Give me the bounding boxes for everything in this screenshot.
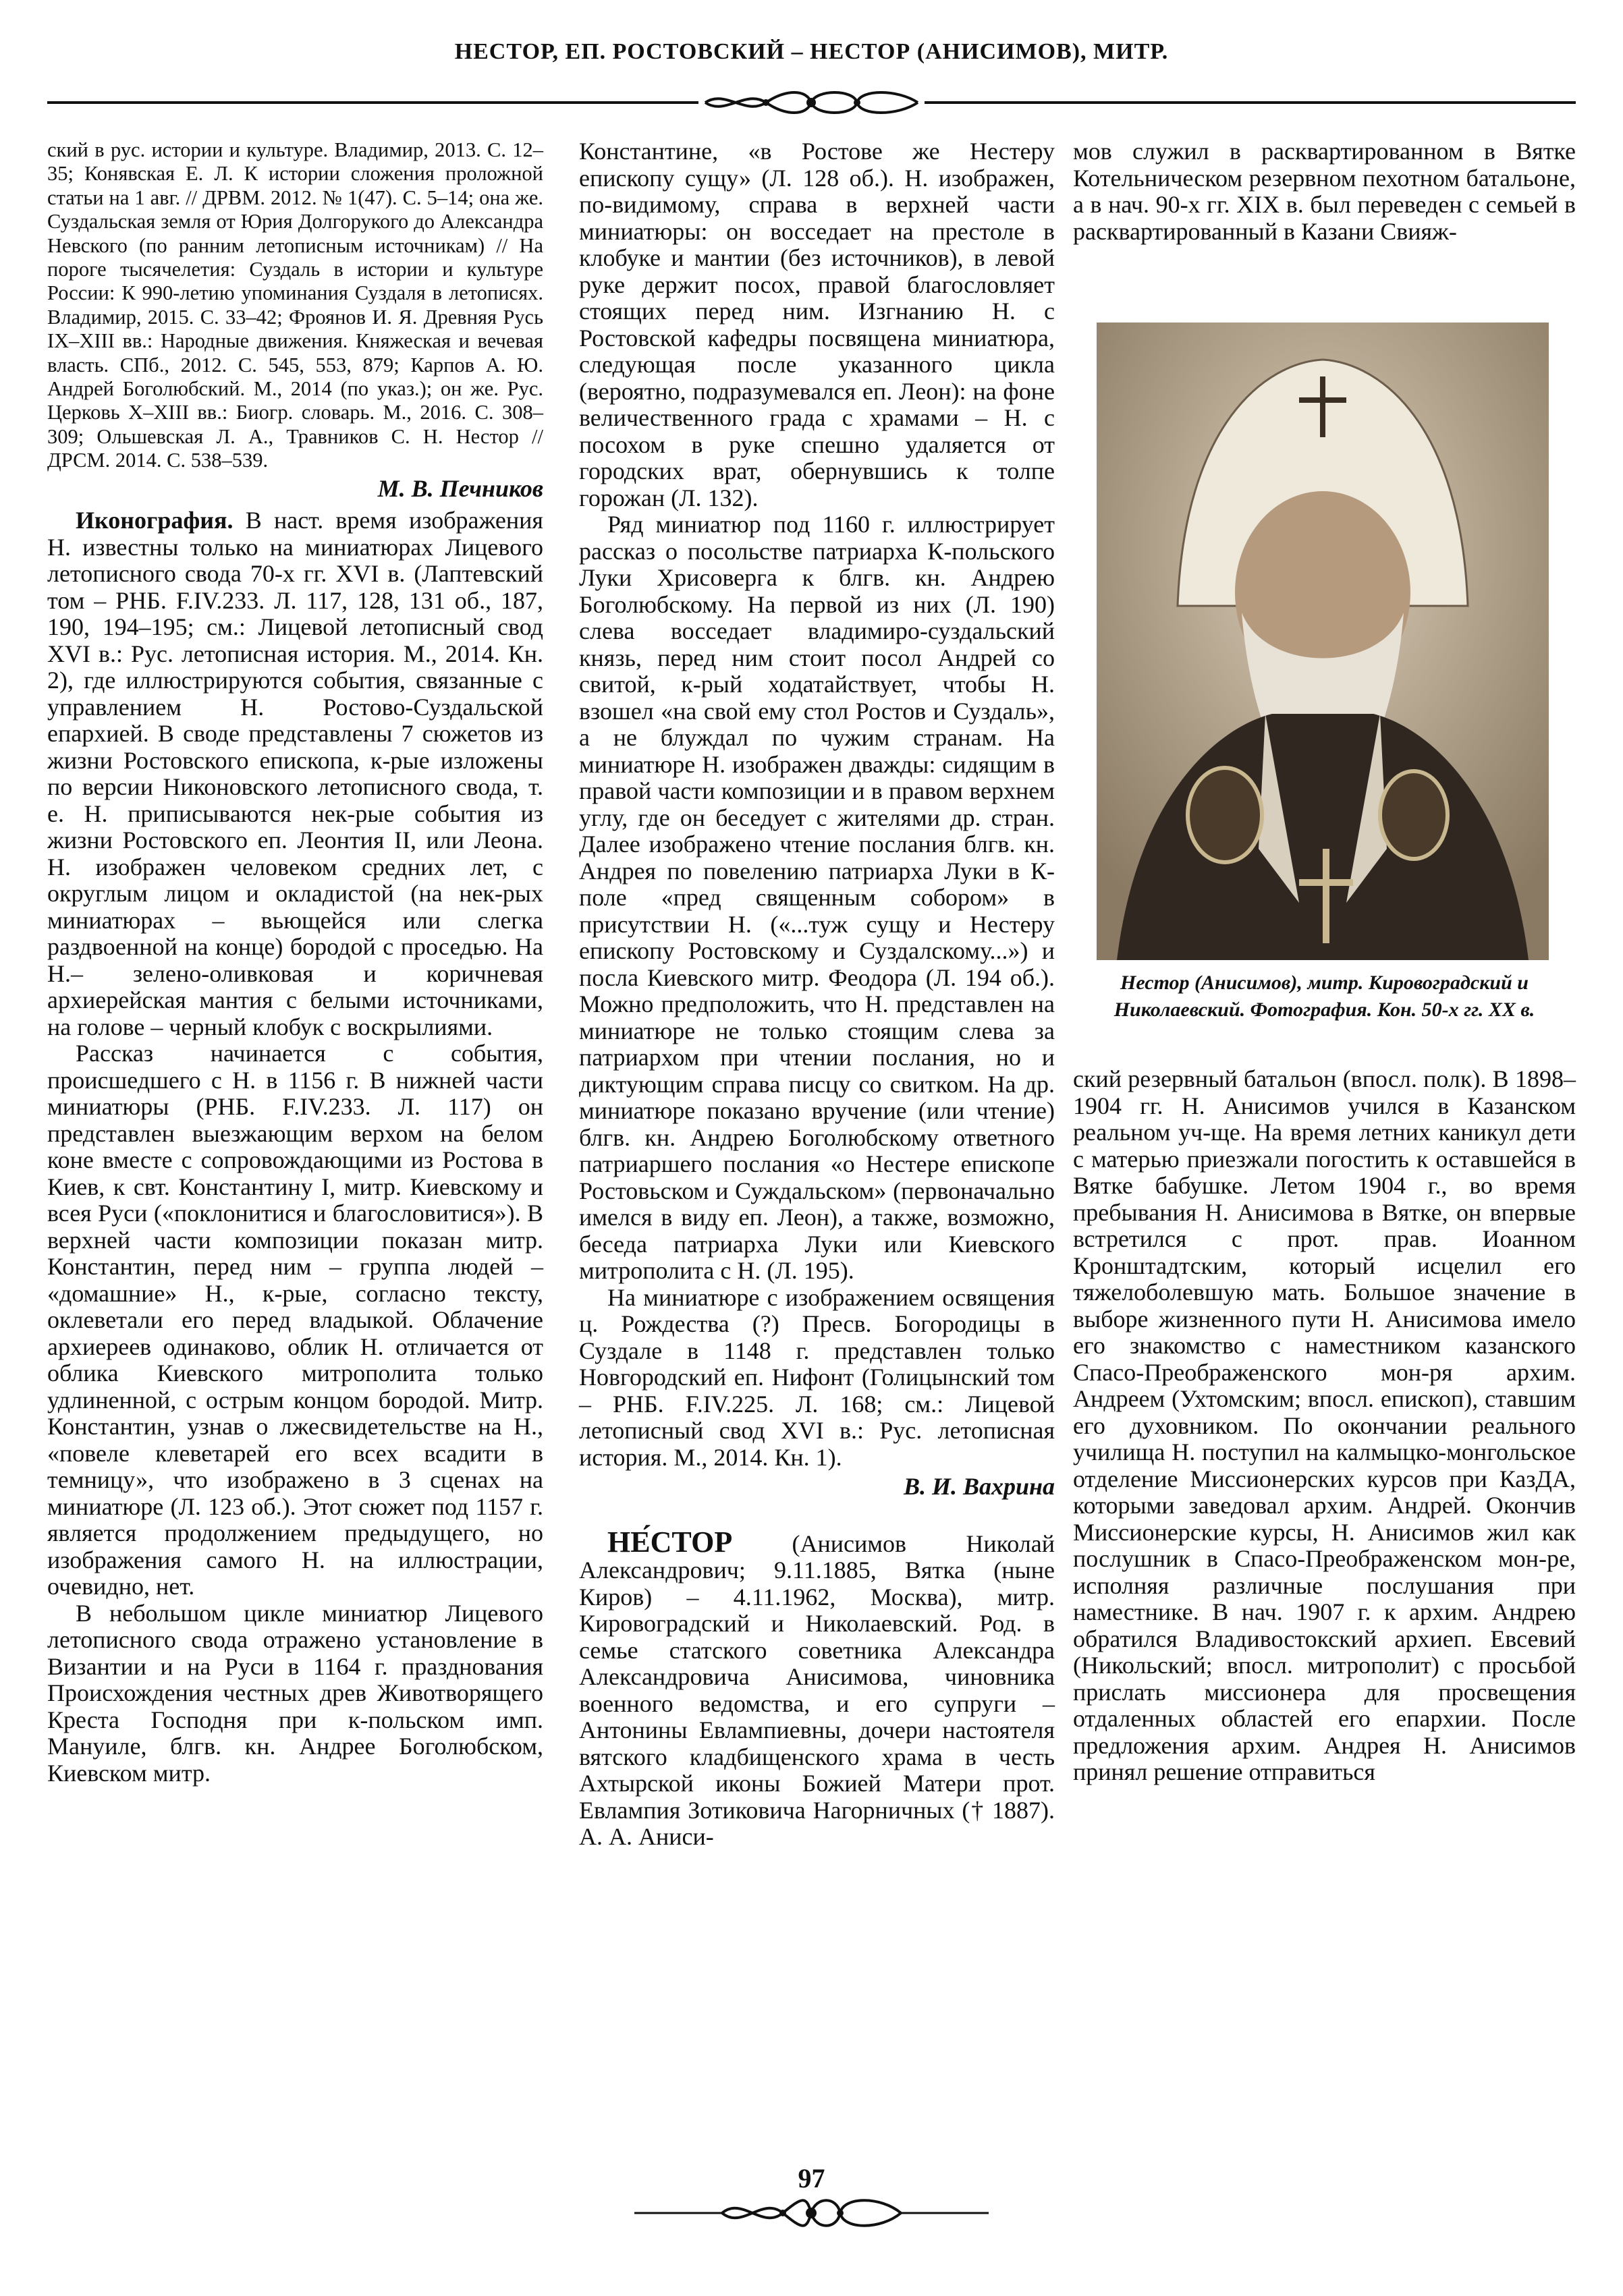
paragraph: В небольшом цикле миниатюр Лицевого летописного свода отражено установление в Византии и на Руси в 1164 г. празднования Происхождения честных древ Животворящего Креста Господня при к-польском имп. Мануиле, блгв. кн. Андрее Боголюбском, Киевском митр. <box>47 1599 543 1787</box>
section-heading: Иконография. <box>76 507 233 534</box>
running-header: НЕСТОР, ЕП. РОСТОВСКИЙ – НЕСТОР (АНИСИМОВ), МИТР. <box>454 39 1169 64</box>
page-number: 97 <box>798 2163 825 2193</box>
footer-ornament <box>634 2196 989 2230</box>
paragraph: Ряд миниатюр под 1160 г. иллюстрирует рассказ о посольстве патриарха К-польского Луки Хрисоверга к блгв. кн. Андрею Боголюбскому. На первой из них (Л. 190) слева восседает владимиро-суздальский князь, перед ним стоит посол Андрей со свитой, к-рый ходатайствует, чтобы Н. взошел «на свой ему стол Ростов и Суздаль», а не блуждал по чужим странам. На миниатюре Н. изображен дважды: сидящим в правой части композиции и в правом верхнем углу, где он беседует с жителями др. стран. Далее изображено чтение послания блгв. кн. Андрея по повелению патриарха Луки в К-поле «пред священным собором» в присутствии Н. («...туж сущу и Нестеру епископу Ростовскому и Суздалскому...») и посла Киевского митр. Феодора (Л. 194 об.). Можно предположить, что Н. представлен на миниатюре не только стоящим слева за патриархом при чтении послания, но и диктующим справа писцу со свитком. На др. миниатюре показано вручение (или чтение) блгв. кн. Андрею Боголюбскому ответного патриаршего послания «о Нестере епископе Ростовьском и Суждальском» (первоначально имелся в виду еп. Леон), а также, возможно, беседа патриарха Луки или Киевского митрополита с Н. (Л. 195). <box>579 511 1055 1284</box>
paragraph: Константине, «в Ростове же Нестеру епископу сущу» (Л. 128 об.). Н. изображен, по-видимому, справа в верхней части миниатюры: он восседает на престоле в клобуке и мантии (без источников), в левой руке держит посох, правой благословляет стоящих перед ним. Изгнанию Н. с Ростовской кафедры посвящена миниатюра, следующая после указанного цикла (вероятно, подразумевался еп. Леон): на фоне величественного града с храмами – Н. с посохом в руке спешно удаляется от городских врат, обернувшись к толпе горожан (Л. 132). <box>579 138 1055 511</box>
entry-title: НЕ́СТОР <box>607 1525 733 1559</box>
paragraph: мов служил в расквартированном в Вятке Котельническом резервном пехотном батальоне, а в нач. 90-х гг. XIX в. был переведен с семьей в расквартированный в Казани Свияж- <box>1073 138 1576 245</box>
paragraph: На миниатюре с изображением освящения ц. Рождества (?) Пресв. Богородицы в Суздале в 1148 г. представлен только Новгородский еп. Нифонт (Голицынский том – РНБ. F.IV.225. Л. 168; см.: Лицевой летописный свод XVI в.: Рус. летописная история. М., 2014. Кн. 1). <box>579 1283 1055 1471</box>
portrait-photo <box>1097 323 1549 960</box>
paragraph-text: В наст. время изображения Н. известны только на миниатюрах Лицевого летописного свода 70-х гг. XVI в. (Лаптевский том – РНБ. F.IV.233. Л. 117, 128, 131 об., 187, 190, 194–195; см.: Лицевой летописный свод XVI в.: Рус. летописная история. М., 2014. Кн. 2), где иллюстрируются события, связанные с управлением Н. Ростово-Суздальской епархией. В своде представлены 7 сюжетов из жизни Ростовского епископа, к-рые изложены по версии Никоновского летописного свода, т. е. Н. приписываются нек-рые события из жизни Ростовского еп. Леонтия II, или Леона. Н. изображен человеком средних лет, с округлым лицом и окладистой (на нек-рых миниатюрах – вьющейся или слегка раздвоенной на конце) бородой с проседью. На Н.– зелено-оливковая и коричневая архиерейская мантия с белыми источниками, на голове – черный клобук с воскрылиями. <box>47 507 543 1040</box>
column-3-bottom <box>1073 1066 1576 1786</box>
column-1 <box>47 138 543 1787</box>
author-signature: М. В. Печников <box>377 474 543 502</box>
entry-text: (Анисимов Николай Александрович; 9.11.1885, Вятка (ныне Киров) – 4.11.1962, Москва), митр. Кировоградский и Николаевский. Род. в семье статского советника Александра Александровича Анисимова, чиновника военного ведомства, и его супруги – Антонины Евлампиевны, дочери настоятеля вятского кладбищенского храма в честь Ахтырской иконы Божией Матери прот. Евлампия Зотиковича Нагорничных († 1887). А. А. Аниси- <box>579 1530 1055 1850</box>
entry-paragraph <box>579 1525 1055 1851</box>
paragraph: Рассказ начинается с события, происшедшего с Н. в 1156 г. В нижней части миниатюры (РНБ. F.IV.233. Л. 117) он представлен выезжающим верхом на белом коне вместе с сопровождающими из Ростова в Киев, к свт. Константину I, митр. Киевскому и всея Руси («поклонитися и благословитися»). В верхней части композиции показан митр. Константин, перед ним – группа людей – «домашние» Н., к-рые, согласно тексту, оклеветали его перед владыкой. Облачение архиереев одинаково, облик Н. отличается от облика Киевского митрополита только удлиненной, с острым концом бородой. Митр. Константин, узнав о лжесвидетельстве на Н., «повеле клеветарей его всех всадити в темницу», что изображено в 3 сценах на миниатюре (Л. 123 об.). Этот сюжет под 1157 г. является продолжением предыдущего, но изображения самого Н. на иллюстрации, очевидно, нет. <box>47 1040 543 1600</box>
header-ornament <box>698 89 925 116</box>
paragraph: ский резервный батальон (впосл. полк). В 1898–1904 гг. Н. Анисимов учился в Казанском реальном уч-ще. На время летних каникул дети с матерью приезжали погостить к оставшейся в Вятке бабушке. Летом 1904 г., во время пребывания Н. Анисимова в Вятке, он впервые встретился с прот. прав. Иоанном Кронштадтским, который исцелил его тяжелоболевшую мать. Большое значение в выборе жизненного пути Н. Анисимова имело его знакомство с наместником казанского Спасо-Преображенского мон-ря архим. Андреем (Ухтомским; впосл. епископ), ставшим его духовником. По окончании реального училища Н. поступил на калмыцко-монгольское отделение Миссионерских курсов при КазДА, которыми заведовал архим. Андрей. Окончив Миссионерские курсы, Н. Анисимов жил как послушник в Спасо-Преображенском мон-ре, исполняя различные послушания при наместнике. В нач. 1907 г. к архим. Андрею обратился Владивостокский архиеп. Евсевий (Никольский; впосл. митрополит) с просьбой прислать миссионера для просвещения отдаленных областей его епархии. После предложения архим. Андрея Н. Анисимов принял решение отправиться <box>1073 1065 1576 1785</box>
bibliography: ский в рус. истории и культуре. Владимир, 2013. С. 12–35; Конявская Е. Л. К истории сложения проложной статьи на 1 авг. // ДРВМ. 2012. № 1(47). С. 5–14; она же. Суздальская земля от Юрия Долгорукого до Александра Невского (по ранним летописным источникам) // На пороге тысячелетия: Суздаль в истории и культуре России: К 990-летию упоминания Суздаля в летописях. Владимир, 2015. С. 33–42; Фроянов И. Я. Древняя Русь IX–XIII вв.: Народные движения. Княжеская и вечевая власть. СПб., 2012. С. 545, 553, 879; Карпов А. Ю. Андрей Боголюбский. М., 2014 (по указ.); он же. Рус. Церковь X–XIII вв.: Биогр. словарь. М., 2016. С. 308–309; Ольшевская Л. А., Травников С. Н. Нестор // ДРСМ. 2014. С. 538–539. <box>47 138 543 472</box>
author-signature: В. И. Вахрина <box>903 1473 1055 1500</box>
iconography-paragraph <box>47 507 543 1040</box>
column-2 <box>579 138 1055 1851</box>
photo-caption: Нестор (Анисимов), митр. Кировоградский и Николаевский. Фотография. Кон. 50-х гг. XX в. <box>1113 972 1535 1021</box>
column-3-top <box>1073 138 1576 245</box>
